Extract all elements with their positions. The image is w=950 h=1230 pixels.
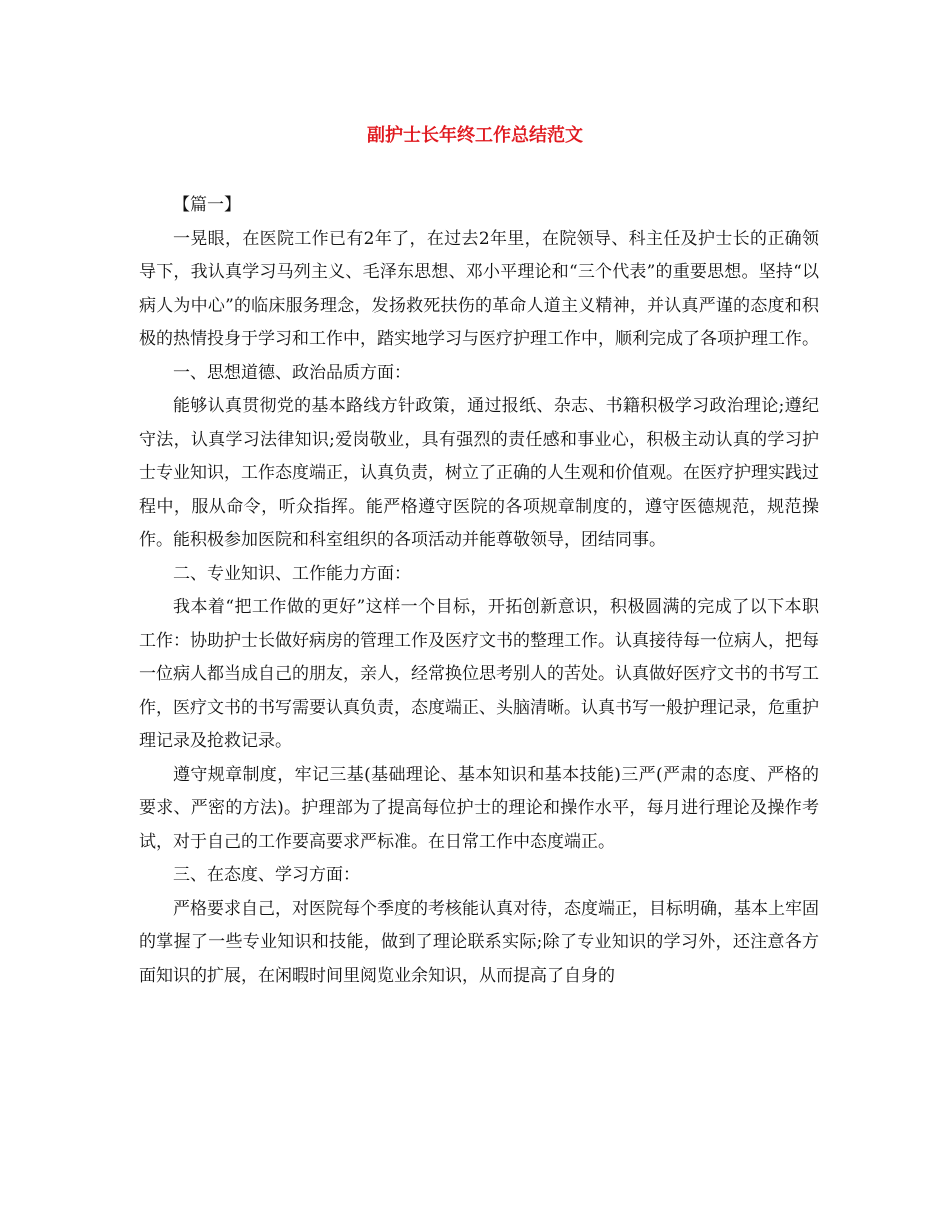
paragraph: 遵守规章制度，牢记三基(基础理论、基本知识和基本技能)三严(严肃的态度、严格的要求、严密的方法)。护理部为了提高每位护士的理论和操作水平，每月进行理论及操作考试，对于自己的工作要高要求严标准。在日常工作中态度端正。 xyxy=(139,764,819,852)
section-heading: 一、思想道德、政治品质方面： xyxy=(173,362,411,383)
paragraph: 严格要求自己，对医院每个季度的考核能认真对待，态度端正，目标明确，基本上牢固的掌握了一些专业知识和技能，做到了理论联系实际;除了专业知识的学习外，还注意各方面知识的扩展，在闲暇时间里阅览业余知识，从而提高了自身的 xyxy=(139,898,819,986)
document-body xyxy=(139,189,819,993)
section-heading: 三、在态度、学习方面： xyxy=(173,865,360,885)
document-title: 副护士长年终工作总结范文 xyxy=(367,125,583,146)
paragraph: 我本着“把工作做的更好”这样一个目标，开拓创新意识，积极圆满的完成了以下本职工作：协助护士长做好病房的管理工作及医疗文书的整理工作。认真接待每一位病人，把每一位病人都当成自己的朋友，亲人，经常换位思考别人的苦处。认真做好医疗文书的书写工作，医疗文书的书写需要认真负责，态度端正、头脑清晰。认真书写一般护理记录，危重护理记录及抢救记录。 xyxy=(139,597,819,751)
paragraph: 能够认真贯彻党的基本路线方针政策，通过报纸、杂志、书籍积极学习政治理论;遵纪守法，认真学习法律知识;爱岗敬业，具有强烈的责任感和事业心，积极主动认真的学习护士专业知识，工作态度端正，认真负责，树立了正确的人生观和价值观。在医疗护理实践过程中，服从命令，听众指挥。能严格遵守医院的各项规章制度的，遵守医德规范，规范操作。能积极参加医院和科室组织的各项活动并能尊敬领导，团结同事。 xyxy=(139,396,819,550)
paragraph: 一晃眼，在医院工作已有2年了，在过去2年里，在院领导、科主任及护士长的正确领导下，我认真学习马列主义、毛泽东思想、邓小平理论和“三个代表”的重要思想。坚持“以病人为中心”的临床服务理念，发扬救死扶伤的革命人道主义精神，并认真严谨的态度和积极的热情投身于学习和工作中，踏实地学习与医疗护理工作中，顺利完成了各项护理工作。 xyxy=(139,228,819,349)
section-heading: 二、专业知识、工作能力方面： xyxy=(173,563,411,584)
section-marker: 【篇一】 xyxy=(173,195,241,215)
